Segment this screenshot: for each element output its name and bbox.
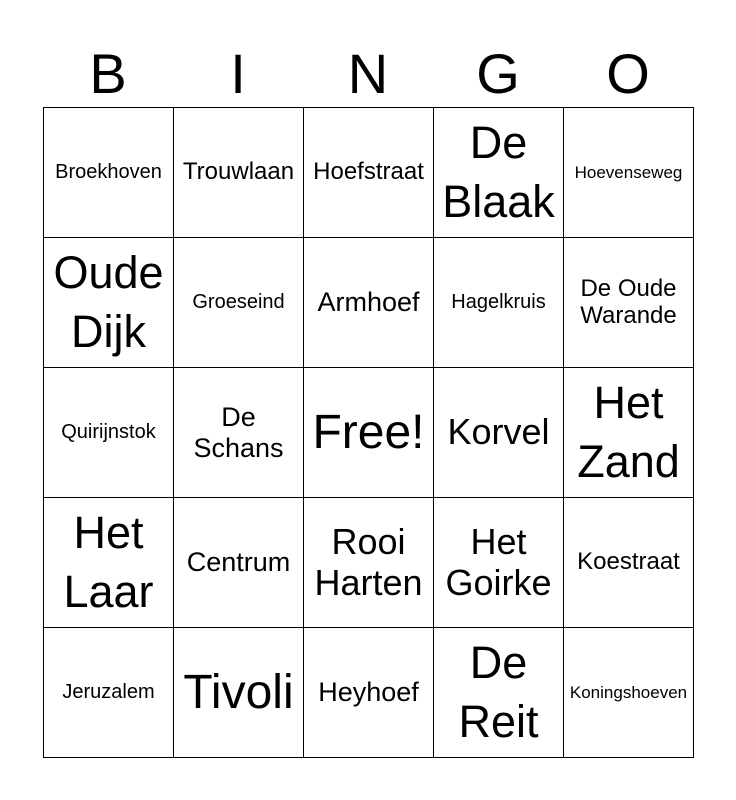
- cell-label: Trouwlaan: [182, 158, 295, 186]
- cell-label: Het Zand: [577, 377, 680, 487]
- bingo-cell[interactable]: [44, 628, 174, 758]
- bingo-cell[interactable]: [44, 238, 174, 368]
- bingo-board: [43, 107, 694, 758]
- bingo-cell[interactable]: [174, 108, 304, 238]
- cell-label: Hagelkruis: [451, 291, 546, 314]
- cell-label: Centrum: [186, 547, 291, 578]
- header-letter-o: O: [606, 42, 650, 105]
- cell-label: De Blaak: [442, 117, 555, 227]
- cell-label: Quirijnstok: [61, 421, 156, 444]
- cell-label: Korvel: [447, 411, 550, 453]
- bingo-cell[interactable]: [44, 498, 174, 628]
- header-letter-g: G: [476, 42, 520, 105]
- bingo-cell[interactable]: [44, 108, 174, 238]
- free-cell[interactable]: [304, 368, 434, 498]
- cell-label: Heyhoef: [318, 677, 419, 708]
- header-letter-n: N: [347, 42, 389, 105]
- cell-label: Jeruzalem: [62, 681, 155, 704]
- bingo-header: [43, 40, 693, 108]
- bingo-cell[interactable]: [564, 238, 694, 368]
- bingo-cell[interactable]: [304, 238, 434, 368]
- bingo-cell[interactable]: [434, 238, 564, 368]
- bingo-cell[interactable]: [564, 108, 694, 238]
- cell-label: Armhoef: [317, 287, 420, 318]
- bingo-cell[interactable]: [564, 368, 694, 498]
- cell-label: Broekhoven: [55, 161, 162, 184]
- bingo-cell[interactable]: [174, 368, 304, 498]
- bingo-cell[interactable]: [434, 628, 564, 758]
- cell-label: De Schans: [193, 402, 284, 463]
- bingo-cell[interactable]: [434, 108, 564, 238]
- bingo-cell[interactable]: [304, 628, 434, 758]
- bingo-cell[interactable]: [174, 238, 304, 368]
- cell-label: Het Goirke: [445, 521, 552, 603]
- bingo-cell[interactable]: [564, 628, 694, 758]
- cell-label: Rooi Harten: [314, 521, 423, 603]
- cell-label: Het Laar: [63, 507, 154, 617]
- bingo-cell[interactable]: [564, 498, 694, 628]
- cell-label: Tivoli: [183, 665, 294, 719]
- bingo-cell[interactable]: [174, 498, 304, 628]
- cell-label: Hoefstraat: [313, 158, 424, 186]
- bingo-cell[interactable]: [174, 628, 304, 758]
- cell-label: Koningshoeven: [569, 682, 688, 702]
- header-letter-b: B: [89, 42, 127, 105]
- bingo-cell[interactable]: [434, 368, 564, 498]
- bingo-cell[interactable]: [434, 498, 564, 628]
- cell-label: De Reit: [458, 637, 539, 747]
- cell-label: Oude Dijk: [53, 247, 164, 357]
- bingo-cell[interactable]: [304, 498, 434, 628]
- cell-label: Groeseind: [192, 291, 285, 314]
- free-space-label: Free!: [312, 405, 425, 459]
- bingo-cell[interactable]: [304, 108, 434, 238]
- cell-label: Hoevenseweg: [574, 162, 683, 182]
- cell-label: Koestraat: [577, 548, 680, 576]
- cell-label: De Oude Warande: [580, 274, 677, 329]
- bingo-cell[interactable]: [44, 368, 174, 498]
- header-letter-i: I: [230, 42, 246, 105]
